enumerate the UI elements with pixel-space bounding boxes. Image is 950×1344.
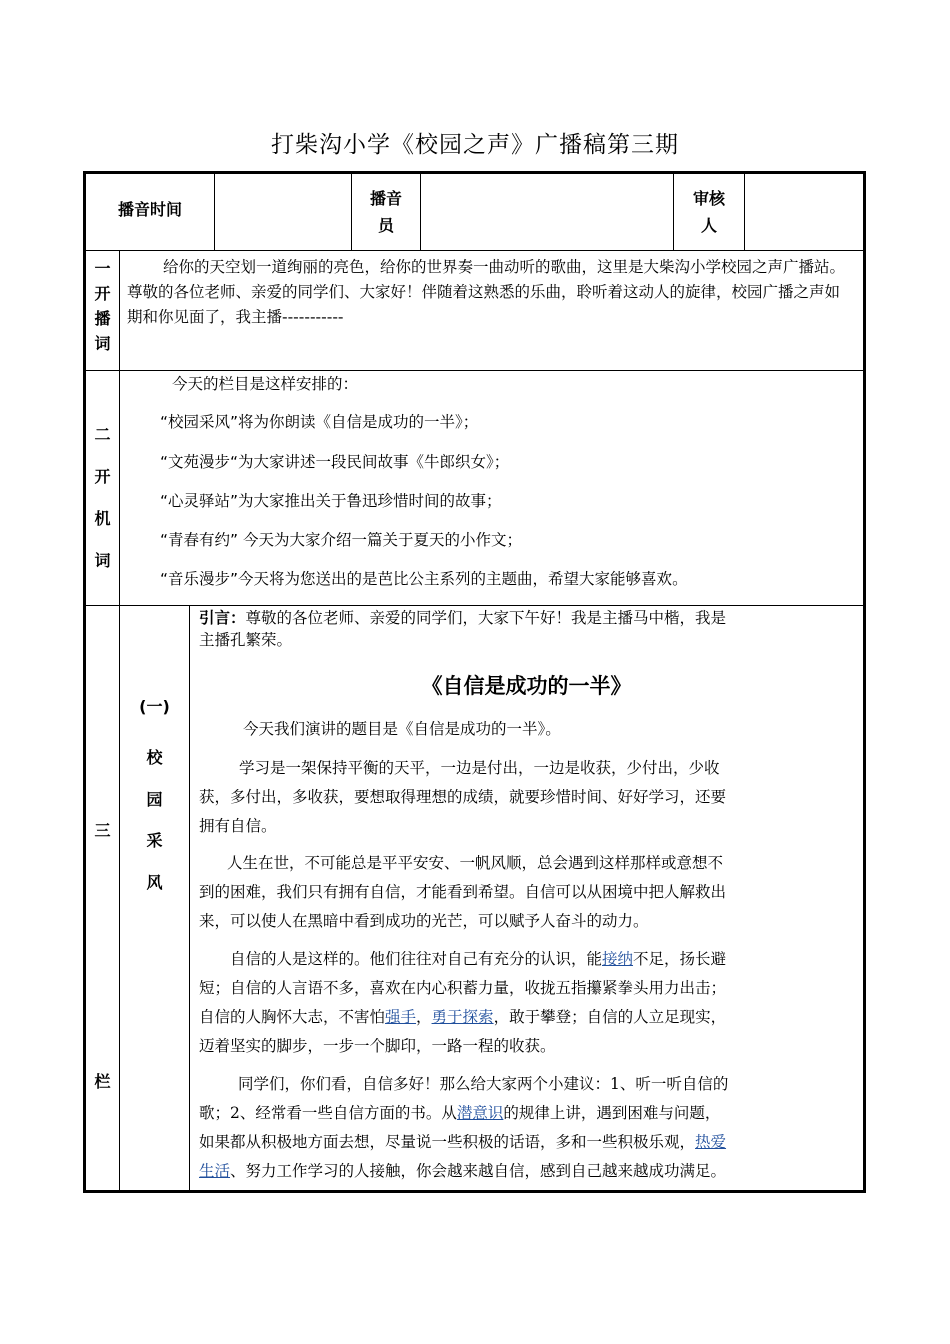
- link-qianyishi[interactable]: 潜意识: [456, 1104, 504, 1122]
- announcer-label-line2: 员: [377, 216, 394, 235]
- label-char: 词: [94, 551, 111, 570]
- link-qiangshou[interactable]: 强手: [385, 1008, 417, 1026]
- label-char: 播: [94, 309, 111, 328]
- row-divider: [86, 370, 863, 371]
- article-paragraph-4: 自信的人是这样的。他们往往对自己有充分的认识，能接纳不足，扬长避 短；自信的人言语不多，喜欢在内心积蓄力量，收拢五指攥紧拳头用力出击； 自信的人胸怀大志，不害怕强手，勇于探索，敢于攀登；自信的人立足现实， 迈着坚实的脚步，一步一个脚印，一路一程的收获。: [199, 950, 727, 1055]
- campus-column-label: [120, 737, 189, 903]
- column-divider: [420, 174, 421, 250]
- article-paragraph-1: 今天我们演讲的题目是《自信是成功的一半》。: [243, 720, 561, 738]
- program-item: “音乐漫步”今天将为您送出的是芭比公主系列的主题曲，希望大家能够喜欢。: [160, 570, 688, 588]
- program-item: “校园采风”将为你朗读《自信是成功的一半》；: [160, 413, 479, 431]
- row-divider: [86, 250, 863, 251]
- label-char: 开: [94, 284, 111, 303]
- label-char: 二: [94, 425, 111, 444]
- article-paragraph-2: 学习是一架保持平衡的天平，一边是付出，一边是收获，少付出，少收 获，多付出，多收获，要想取得理想的成绩，就要珍惜时间、好好学习，还要 拥有自信。: [199, 759, 727, 835]
- label-char: 词: [94, 334, 111, 353]
- lead-label: 引言：: [199, 609, 246, 627]
- opening-words-label: [86, 256, 119, 356]
- opening-words-text: 给你的天空划一道绚丽的亮色，给你的世界奏一曲动听的歌曲，这里是大柴沟小学校园之声广播站。尊敬的各位老师、亲爱的同学们、大家好！伴随着这熟悉的乐曲，聆听着这动人的旋律，校园广播之声如期和你见面了，我主播-----------: [127, 258, 846, 326]
- program-intro-text: 今天的栏目是这样安排的：: [172, 375, 359, 393]
- label-char: 校: [146, 748, 163, 767]
- program-item: “青春有约” 今天为大家介绍一篇关于夏天的小作文；: [160, 531, 522, 549]
- article-title: 《自信是成功的一半》: [421, 673, 632, 698]
- article-paragraph-5: 同学们，你们看，自信多好！那么给大家两个小建议：1、听一听自信的 歌；2、经常看一些自信方面的书。从潜意识的规律上讲，遇到困难与问题， 如果都从积极地方面去想，尽量说一些积极的话语，多和一些积极乐观，热爱 生活、努力工作学习的人接触，你会越来越自信，感到自己越来越成功满足。: [199, 1075, 729, 1180]
- reviewer-label-line1: 审核: [692, 189, 725, 208]
- program-intro-label: [86, 414, 119, 582]
- program-item: “心灵驿站”为大家推出关于鲁迅珍惜时间的故事；: [160, 492, 502, 510]
- row-divider: [86, 605, 863, 606]
- campus-column-number: (一): [139, 697, 170, 716]
- broadcast-time-label: 播音时间: [117, 200, 182, 219]
- column-divider: [744, 174, 745, 250]
- program-item: “文苑漫步“为大家讲述一段民间故事《牛郎织女》；: [160, 453, 510, 471]
- reviewer-label-line2: 人: [700, 216, 717, 235]
- label-char: 园: [146, 789, 163, 809]
- label-char: 采: [146, 831, 163, 850]
- lead-paragraph: [199, 607, 859, 651]
- column-divider: [214, 174, 215, 250]
- columns-label-bottom: 栏: [94, 1072, 111, 1091]
- article-paragraph-3: 人生在世，不可能总是平平安安、一帆风顺，总会遇到这样那样或意想不 到的困难，我们只有拥有自信，才能看到希望。自信可以从困境中把人解救出 来，可以使人在黑暗中看到成功的光芒，可以赋予人奋斗的动力。: [199, 854, 727, 930]
- announcer-label-line1: 播音: [369, 189, 402, 208]
- lead-text: 尊敬的各位老师、亲爱的同学们，大家下午好！我是主播马中楷，我是: [245, 609, 727, 627]
- page-title: 打柴沟小学《校园之声》广播稿第三期: [271, 132, 679, 158]
- link-shenghuo[interactable]: 生活: [199, 1162, 231, 1180]
- link-yongyutansuo[interactable]: 勇于探索: [431, 1008, 494, 1026]
- label-char: 机: [94, 509, 111, 528]
- label-char: 一: [94, 259, 111, 278]
- link-reai[interactable]: 热爱: [695, 1133, 727, 1151]
- label-char: 开: [94, 467, 111, 486]
- column-divider: [119, 250, 120, 1190]
- columns-label-top: 三: [94, 821, 111, 840]
- lead-text: 主播孔繁荣。: [199, 631, 293, 649]
- label-char: 风: [146, 872, 163, 892]
- link-jiena[interactable]: 接纳: [602, 950, 634, 968]
